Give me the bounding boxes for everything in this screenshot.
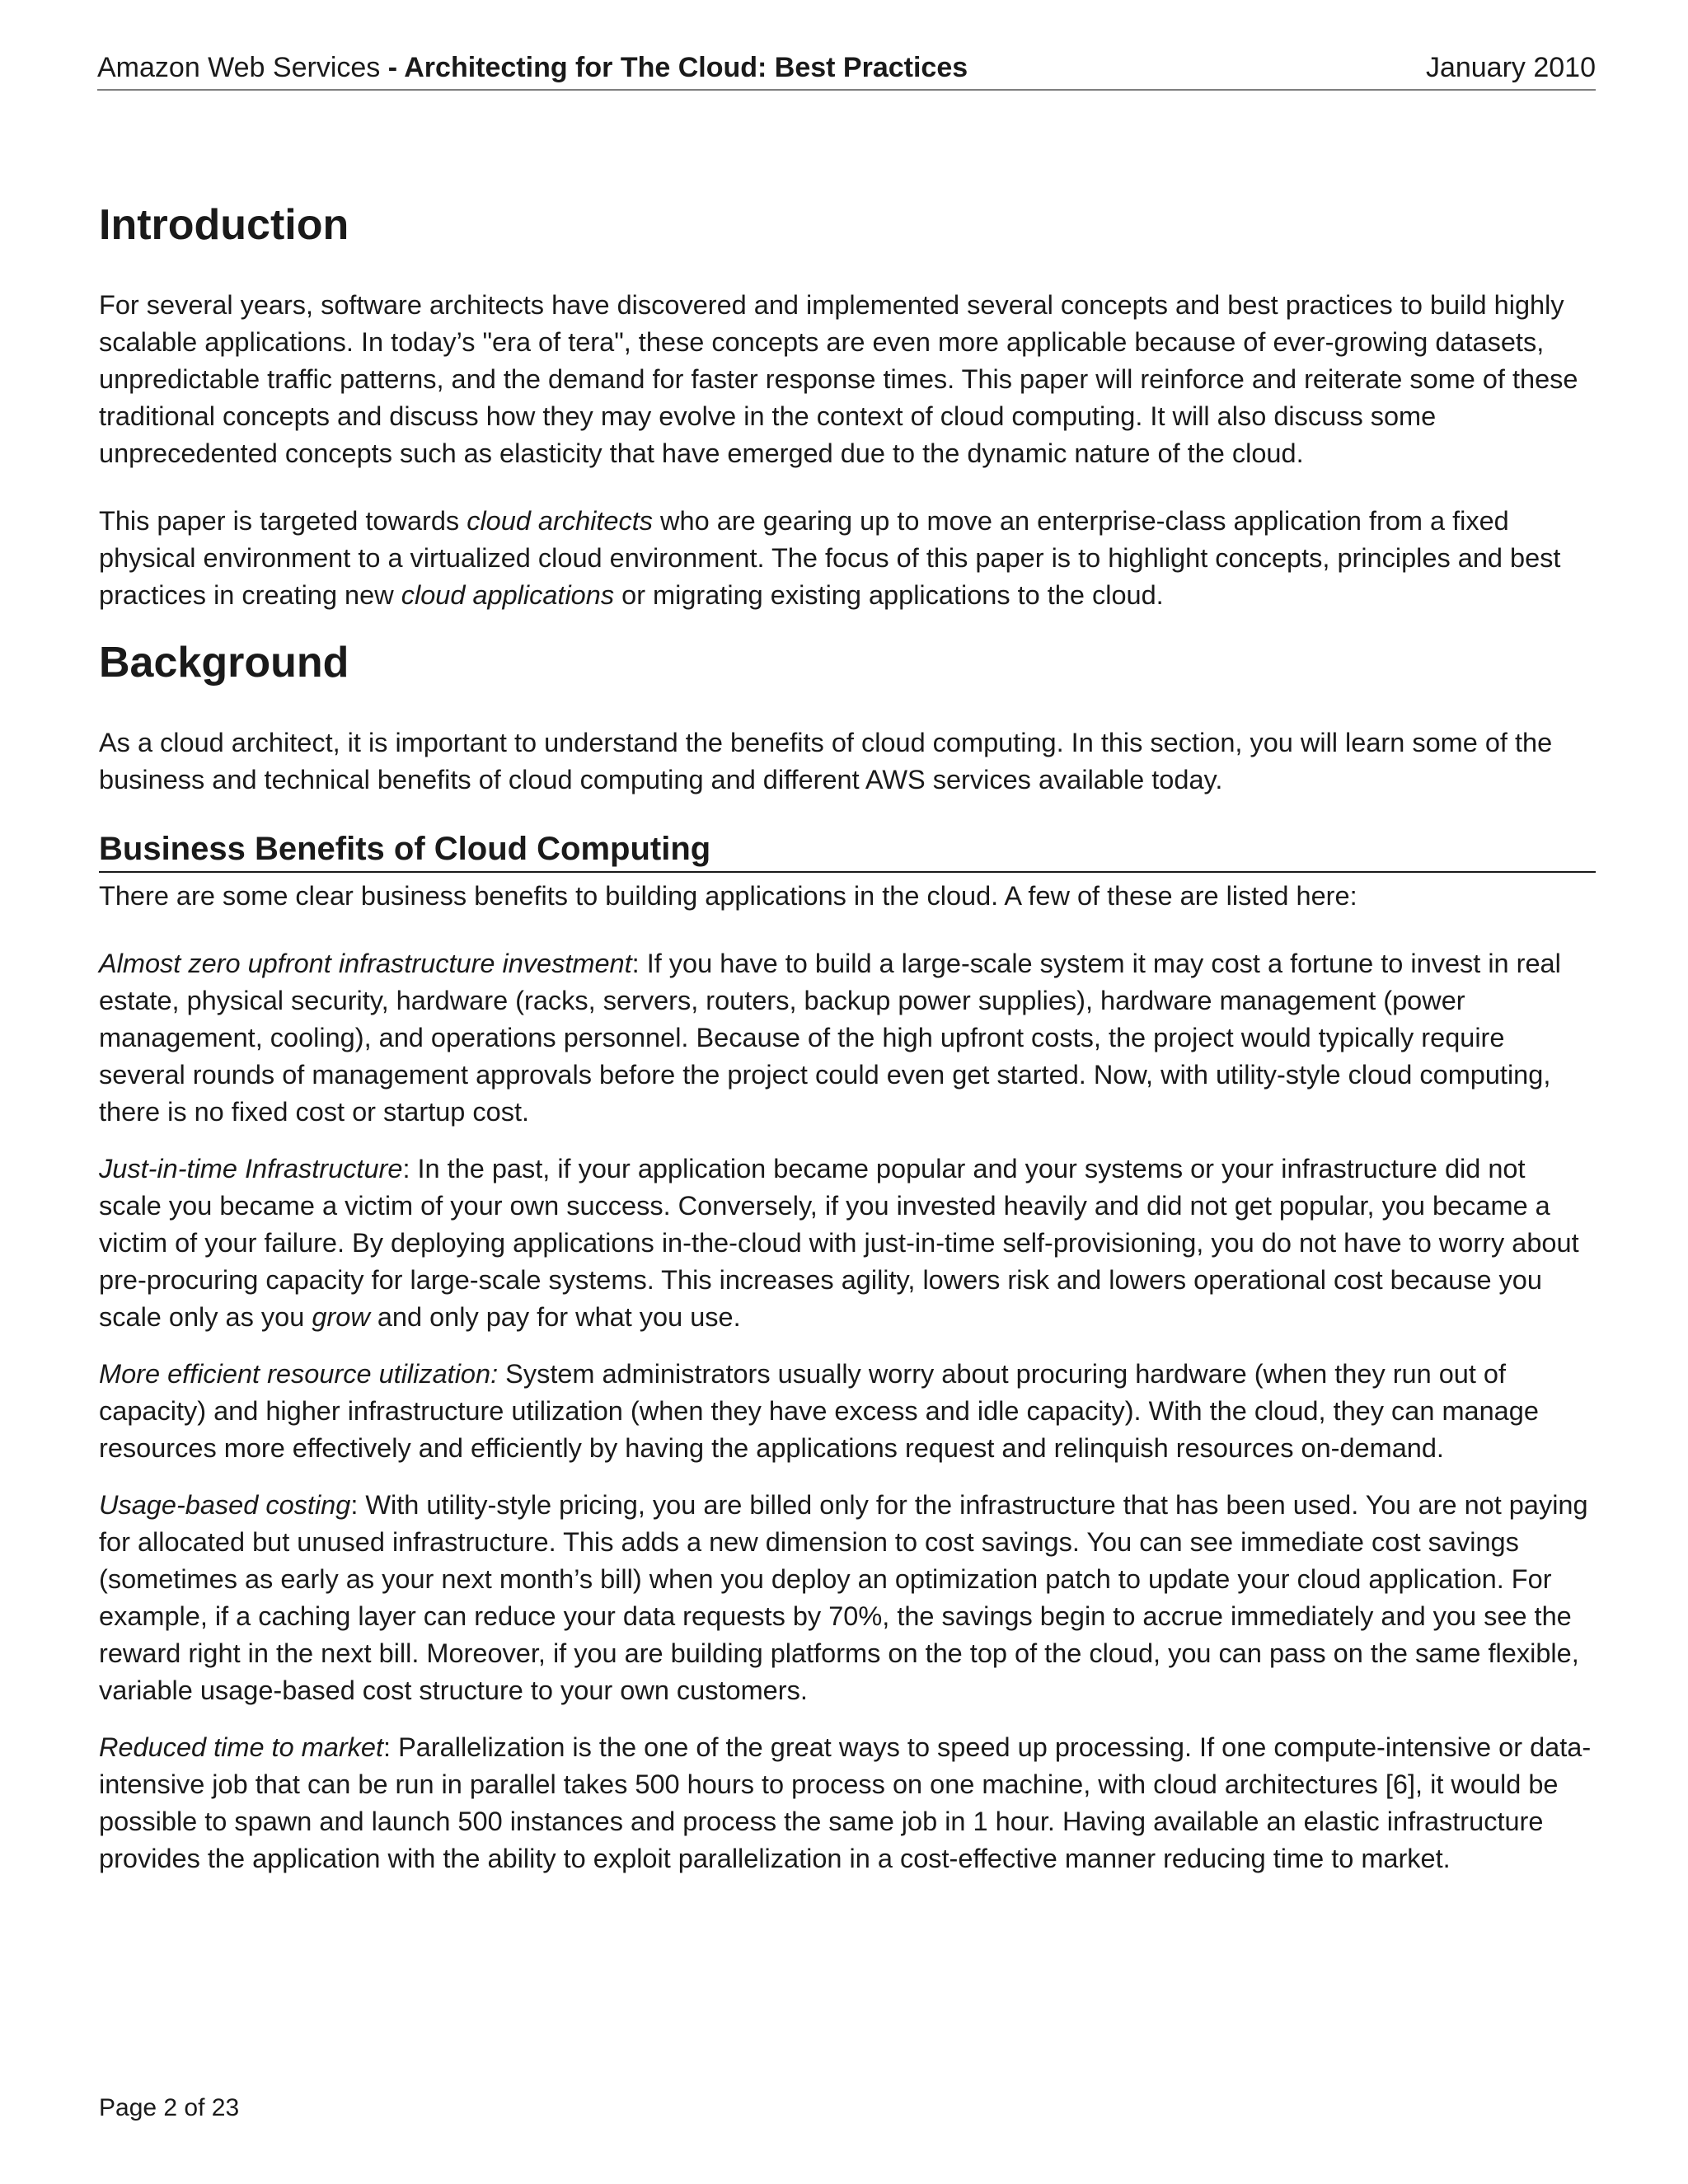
header-company: Amazon Web Services (97, 52, 381, 83)
intro-p2-text-3: or migrating existing applications to the cloud. (614, 580, 1164, 610)
benefit-item (99, 945, 1592, 1131)
intro-p2-text-1: This paper is targeted towards (99, 506, 467, 536)
page-number: Page 2 of 23 (99, 2094, 240, 2121)
benefit-item (99, 1487, 1592, 1709)
benefit-text-tail: and only pay for what you use. (369, 1302, 741, 1332)
benefit-item (99, 1151, 1592, 1336)
header-date: January 2010 (1425, 52, 1596, 83)
background-paragraph: As a cloud architect, it is important to understand the benefits of cloud computing. In this section, you will learn some of the business and technical benefits of cloud computing and different AWS services available today. (99, 728, 1553, 794)
benefit-text: : In the past, if your application became popular and your systems or your infrastructure did not scale you became a victim of your own success. Conversely, if you invested heavily and did not get popular, you became a victim of your failure. By deploying applications in-the-cloud with just-in-time self-provisioning, you do not have to worry about pre-procuring capacity for large-scale systems. This increases agility, lowers risk and lowers operational cost because you scale only as you (99, 1154, 1579, 1332)
benefit-item (99, 1729, 1592, 1877)
intro-p2-emphasis-1: cloud architects (467, 506, 654, 536)
benefit-term: Usage-based costing (99, 1490, 351, 1520)
intro-p2-emphasis-2: cloud applications (401, 580, 615, 610)
business-benefits-intro: There are some clear business benefits to building applications in the cloud. A few of these are listed here: (99, 881, 1357, 911)
benefit-term: Just-in-time Infrastructure (99, 1154, 403, 1183)
benefit-text: System administrators usually worry about procuring hardware (when they run out of capacity) and higher infrastructure utilization (when they have excess and idle capacity). With the cloud, they can manage resources more effectively and efficiently by having the applications request and relinquish resources on-demand. (99, 1359, 1539, 1463)
introduction-paragraph-2 (99, 503, 1592, 614)
benefit-item (99, 1356, 1592, 1467)
header-left (97, 49, 968, 86)
header-document-title: Architecting for The Cloud: Best Practices (404, 52, 968, 83)
page-header (97, 49, 1596, 91)
benefit-term: Almost zero upfront infrastructure investment (99, 949, 632, 978)
benefit-text: : Parallelization is the one of the great ways to speed up processing. If one compute-intensive or data-intensive job that can be run in parallel takes 500 hours to process on one machine, with cloud architectures [6], it would be possible to spawn and launch 500 instances and process the same job in 1 hour. Having available an elastic infrastructure provides the application with the ability to exploit parallelization in a cost-effective manner reducing time to market. (99, 1732, 1592, 1873)
introduction-paragraph-1: For several years, software architects have discovered and implemented several concepts and best practices to build highly scalable applications. In today’s "era of tera", these concepts are even more applicable because of ever-growing datasets, unpredictable traffic patterns, and the demand for faster response times. This paper will reinforce and reiterate some of these traditional concepts and discuss how they may evolve in the context of cloud computing. It will also discuss some unprecedented concepts such as elasticity that have emerged due to the dynamic nature of the cloud. (99, 290, 1578, 468)
business-benefits-heading: Business Benefits of Cloud Computing (99, 831, 711, 867)
business-benefits-heading-rule (99, 828, 1596, 873)
benefit-text: : With utility-style pricing, you are billed only for the infrastructure that has been used. You are not paying for allocated but unused infrastructure. This adds a new dimension to cost savings. You can see immediate cost savings (sometimes as early as your next month’s bill) when you deploy an optimization patch to update your cloud application. For example, if a caching layer can reduce your data requests by 70%, the savings begin to accrue immediately and you see the reward right in the next bill. Moreover, if you are building platforms on the top of the cloud, you can pass on the same flexible, variable usage-based cost structure to your own customers. (99, 1490, 1588, 1705)
benefit-text: : If you have to build a large-scale system it may cost a fortune to invest in real estate, physical security, hardware (racks, servers, routers, backup power supplies), hardware management (power management, cooling), and operations personnel. Because of the high upfront costs, the project would typically require several rounds of management approvals before the project could even get started. Now, with utility-style cloud computing, there is no fixed cost or startup cost. (99, 949, 1561, 1127)
page-content (99, 196, 1592, 1877)
header-separator: - (380, 52, 405, 83)
benefit-term: More efficient resource utilization: (99, 1359, 499, 1389)
benefit-emphasis: grow (312, 1302, 370, 1332)
introduction-heading: Introduction (99, 201, 349, 249)
benefit-term: Reduced time to market (99, 1732, 384, 1762)
background-heading: Background (99, 639, 349, 687)
intro-p2-text-2: who are gearing up to move an enterprise-class application from a fixed physical environment to a virtualized cloud environment. The focus of this paper is to highlight concepts, principles and best practices in creating new (99, 506, 1561, 610)
